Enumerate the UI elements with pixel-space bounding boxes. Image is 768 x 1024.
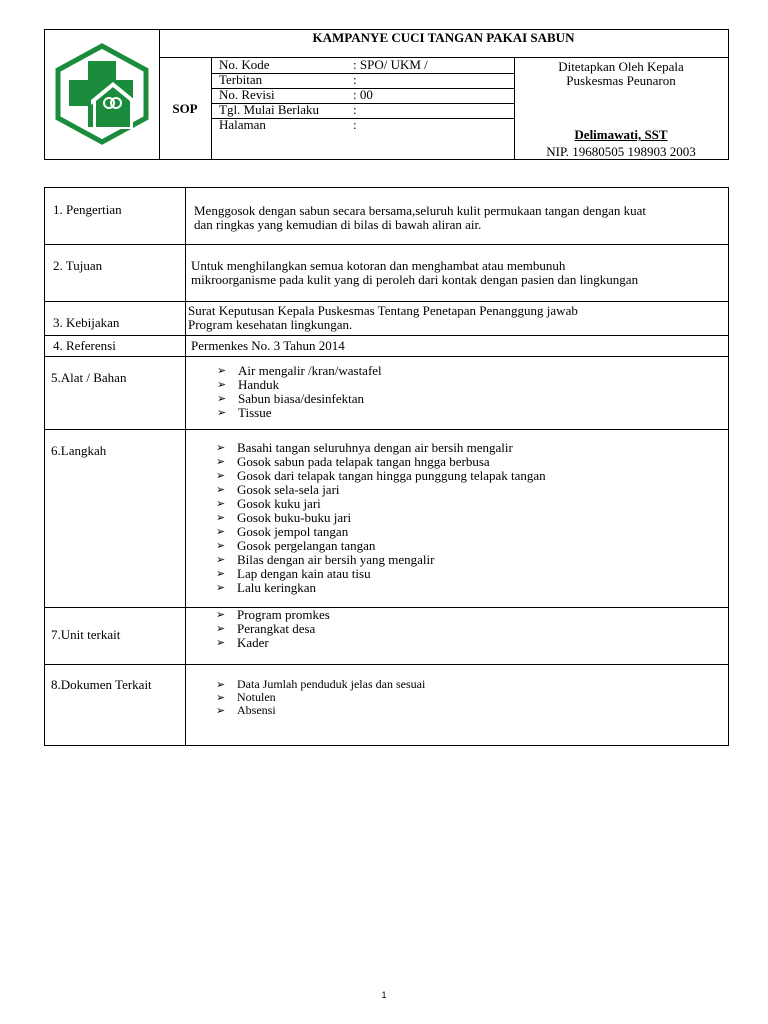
established-by <box>514 60 728 88</box>
established-line-2: Puskesmas Peunaron <box>566 73 676 88</box>
dokumen-list <box>216 678 425 717</box>
arrow-bullet-icon: ➢ <box>216 483 226 496</box>
sop-header <box>44 29 729 160</box>
arrow-bullet-icon: ➢ <box>216 525 226 538</box>
signer-name: Delimawati, SST <box>574 127 668 142</box>
text-line: Menggosok dengan sabun secara bersama,seluruh kulit permukaan tangan dengan kuat <box>194 203 646 218</box>
field-label: Terbitan <box>219 72 263 87</box>
row-label: 7.Unit terkait <box>51 627 121 642</box>
signer-nip: NIP. 19680505 198903 2003 <box>546 144 696 159</box>
list-item: ➢ Lap dengan kain atau tisu <box>216 566 371 581</box>
list-item: ➢ Notulen <box>216 690 276 704</box>
row-text <box>194 204 728 232</box>
list-item: ➢ Sabun biasa/desinfektan <box>217 391 364 406</box>
field-row-halaman <box>212 118 514 133</box>
arrow-bullet-icon: ➢ <box>216 539 226 552</box>
arrow-bullet-icon: ➢ <box>216 567 226 580</box>
text-line: Surat Keputusan Kepala Puskesmas Tentang Penetapan Penanggung jawab <box>188 303 578 318</box>
list-item: ➢ Air mengalir /kran/wastafel <box>217 363 382 378</box>
row-label: 1. Pengertian <box>53 202 122 217</box>
list-item: ➢ Bilas dengan air bersih yang mengalir <box>216 552 435 567</box>
puskesmas-logo-icon <box>51 43 153 145</box>
row-text: Permenkes No. 3 Tahun 2014 <box>191 338 345 353</box>
arrow-bullet-icon: ➢ <box>217 378 227 391</box>
row-text <box>191 259 725 287</box>
row-pengertian <box>45 188 728 245</box>
text-line: dan ringkas yang kemudian di bilas di bawah aliran air. <box>194 217 482 232</box>
arrow-bullet-icon: ➢ <box>216 455 226 468</box>
list-item: ➢ Tissue <box>217 405 272 420</box>
logo-cell <box>45 30 160 159</box>
arrow-bullet-icon: ➢ <box>216 441 226 454</box>
row-kebijakan <box>45 302 728 336</box>
arrow-bullet-icon: ➢ <box>216 497 226 510</box>
sop-label: SOP <box>159 58 212 159</box>
text-line: Untuk menghilangkan semua kotoran dan menghambat atau membunuh <box>191 258 566 273</box>
document-fields <box>212 58 515 159</box>
row-label: 6.Langkah <box>51 443 107 458</box>
list-item: ➢ Gosok jempol tangan <box>216 524 349 539</box>
row-langkah <box>45 430 728 608</box>
list-item: ➢ Gosok dari telapak tangan hingga punggung telapak tangan <box>216 468 546 483</box>
row-dokumen-terkait <box>45 665 728 745</box>
list-item: ➢ Gosok buku-buku jari <box>216 510 352 525</box>
list-item: ➢ Lalu keringkan <box>216 580 317 595</box>
arrow-bullet-icon: ➢ <box>216 622 226 635</box>
unit-list <box>216 608 330 650</box>
arrow-bullet-icon: ➢ <box>217 406 227 419</box>
list-item: ➢ Basahi tangan seluruhnya dengan air bersih mengalir <box>216 440 513 455</box>
row-label: 3. Kebijakan <box>53 315 120 330</box>
list-item: ➢ Data Jumlah penduduk jelas dan sesuai <box>216 677 426 691</box>
arrow-bullet-icon: ➢ <box>216 636 226 649</box>
page-number: 1 <box>381 990 387 1000</box>
list-item: ➢ Absensi <box>216 703 276 717</box>
text-line: mikroorganisme pada kulit yang di peroleh dari kontak dengan pasien dan lingkungan <box>191 272 639 287</box>
field-value: : 00 <box>353 87 373 102</box>
field-value: : <box>353 102 357 117</box>
list-item: ➢ Gosok pergelangan tangan <box>216 538 376 553</box>
row-tujuan <box>45 245 728 302</box>
list-item: ➢ Gosok kuku jari <box>216 496 321 511</box>
field-label: No. Revisi <box>219 87 275 102</box>
arrow-bullet-icon: ➢ <box>217 392 227 405</box>
arrow-bullet-icon: ➢ <box>216 608 226 621</box>
list-item: ➢ Gosok sabun pada telapak tangan hngga berbusa <box>216 454 490 469</box>
arrow-bullet-icon: ➢ <box>216 678 226 691</box>
list-item: ➢ Gosok sela-sela jari <box>216 482 340 497</box>
row-text <box>188 304 722 332</box>
arrow-bullet-icon: ➢ <box>217 364 227 377</box>
field-value: : SPO/ UKM / <box>353 57 428 72</box>
sop-body-table <box>44 187 729 746</box>
field-label: Halaman <box>219 117 266 132</box>
text-line: Program kesehatan lingkungan. <box>188 317 353 332</box>
row-label: 4. Referensi <box>53 338 116 353</box>
field-value: : <box>353 117 357 132</box>
row-label: 2. Tujuan <box>53 258 103 273</box>
list-item: ➢ Program promkes <box>216 607 330 622</box>
langkah-list <box>216 441 546 595</box>
arrow-bullet-icon: ➢ <box>216 511 226 524</box>
row-referensi <box>45 336 728 357</box>
row-alat-bahan <box>45 357 728 430</box>
list-item: ➢ Kader <box>216 635 269 650</box>
arrow-bullet-icon: ➢ <box>216 691 226 704</box>
row-label: 8.Dokumen Terkait <box>51 677 152 692</box>
field-value: : <box>353 72 357 87</box>
arrow-bullet-icon: ➢ <box>216 581 226 594</box>
list-item: ➢ Handuk <box>217 377 280 392</box>
arrow-bullet-icon: ➢ <box>216 469 226 482</box>
document-title: KAMPANYE CUCI TANGAN PAKAI SABUN <box>159 30 728 58</box>
row-unit-terkait <box>45 608 728 665</box>
established-line-1: Ditetapkan Oleh Kepala <box>558 59 684 74</box>
arrow-bullet-icon: ➢ <box>216 704 226 717</box>
field-label: Tgl. Mulai Berlaku <box>219 102 320 117</box>
row-label: 5.Alat / Bahan <box>51 370 127 385</box>
field-label: No. Kode <box>219 57 270 72</box>
alat-list <box>217 364 382 420</box>
signature-block <box>514 58 728 159</box>
arrow-bullet-icon: ➢ <box>216 553 226 566</box>
list-item: ➢ Perangkat desa <box>216 621 316 636</box>
